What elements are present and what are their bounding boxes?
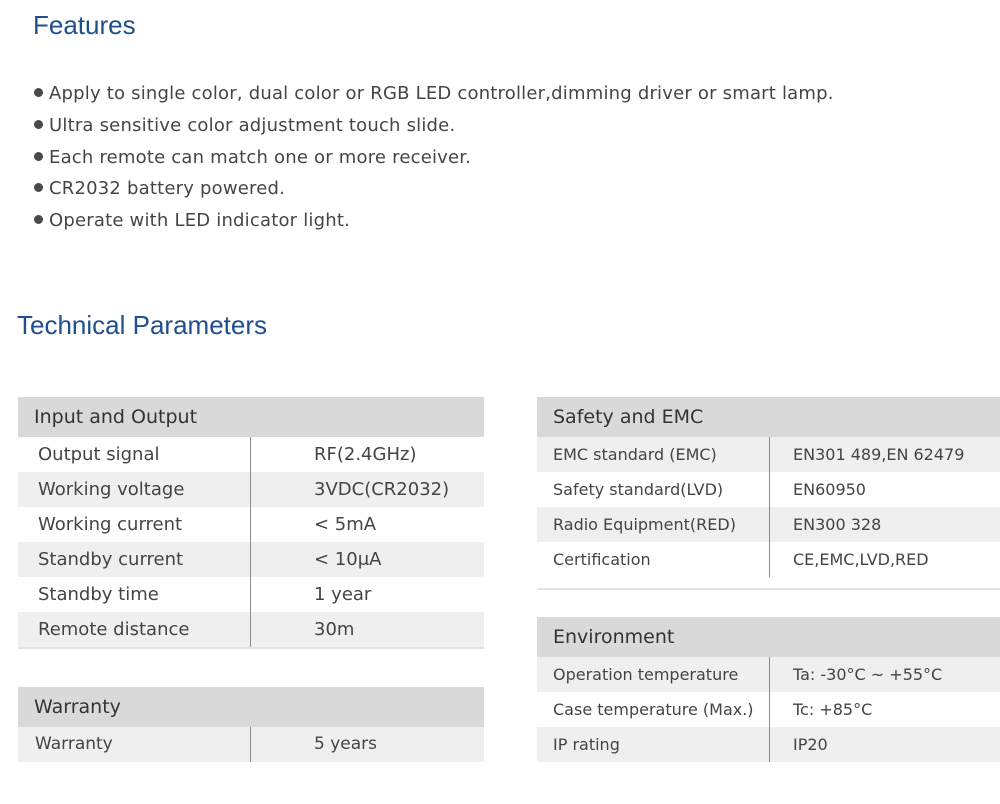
param-label: EMC standard (EMC) — [553, 445, 717, 464]
param-value: EN60950 — [793, 480, 866, 499]
feature-item: CR2032 battery powered. — [34, 173, 834, 205]
param-label: Case temperature (Max.) — [553, 700, 754, 719]
table-bottom-border — [537, 588, 1000, 590]
safety-emc-table — [537, 397, 1000, 577]
param-label: Standby current — [38, 549, 184, 570]
param-value: CE,EMC,LVD,RED — [793, 550, 929, 569]
table-row — [18, 612, 484, 647]
table-row — [18, 472, 484, 507]
table-header: Input and Output — [18, 397, 484, 437]
param-value: 5 years — [314, 734, 378, 754]
param-label: Working voltage — [38, 479, 185, 500]
param-label: Warranty — [35, 734, 113, 754]
param-label: Safety standard(LVD) — [553, 480, 724, 499]
bullet-icon — [34, 215, 43, 224]
bullet-icon — [34, 183, 43, 192]
feature-item: Ultra sensitive color adjustment touch slide. — [34, 110, 834, 142]
table-row — [18, 542, 484, 577]
param-label: Standby time — [38, 584, 159, 605]
param-label: Operation temperature — [553, 665, 739, 684]
param-label: Radio Equipment(RED) — [553, 515, 736, 534]
param-value: 1 year — [314, 584, 372, 605]
bullet-icon — [34, 88, 43, 97]
table-header: Warranty — [18, 687, 484, 727]
features-list — [34, 78, 834, 237]
param-value: Ta: -30°C ~ +55°C — [793, 665, 943, 684]
table-header: Safety and EMC — [537, 397, 1000, 437]
param-label: Working current — [38, 514, 183, 535]
bullet-icon — [34, 152, 43, 161]
param-value: < 5mA — [314, 514, 377, 535]
warranty-table — [18, 687, 484, 762]
param-value: RF(2.4GHz) — [314, 444, 417, 465]
column-divider — [250, 437, 251, 647]
column-divider — [769, 437, 770, 577]
table-row — [18, 727, 484, 762]
table-row — [18, 507, 484, 542]
input-output-table — [18, 397, 484, 647]
feature-item: Operate with LED indicator light. — [34, 205, 834, 237]
param-label: Output signal — [38, 444, 160, 465]
table-row — [18, 577, 484, 612]
param-label: IP rating — [553, 735, 620, 754]
column-divider — [769, 657, 770, 762]
param-value: IP20 — [793, 735, 828, 754]
param-value: < 10μA — [314, 549, 382, 570]
param-label: Remote distance — [38, 619, 190, 640]
features-title: Features — [33, 10, 136, 40]
param-value: EN300 328 — [793, 515, 882, 534]
table-bottom-border — [18, 647, 484, 649]
param-value: 30m — [314, 619, 355, 640]
environment-table — [537, 617, 1000, 762]
table-row — [18, 437, 484, 472]
param-value: 3VDC(CR2032) — [314, 479, 450, 500]
technical-parameters-title: Technical Parameters — [17, 310, 267, 340]
param-value: Tc: +85°C — [793, 700, 873, 719]
feature-item: Each remote can match one or more receiver. — [34, 142, 834, 174]
feature-item: Apply to single color, dual color or RGB LED controller,dimming driver or smart lamp. — [34, 78, 834, 110]
column-divider — [250, 727, 251, 762]
bullet-icon — [34, 120, 43, 129]
table-header: Environment — [537, 617, 1000, 657]
param-label: Certification — [553, 550, 651, 569]
param-value: EN301 489,EN 62479 — [793, 445, 965, 464]
